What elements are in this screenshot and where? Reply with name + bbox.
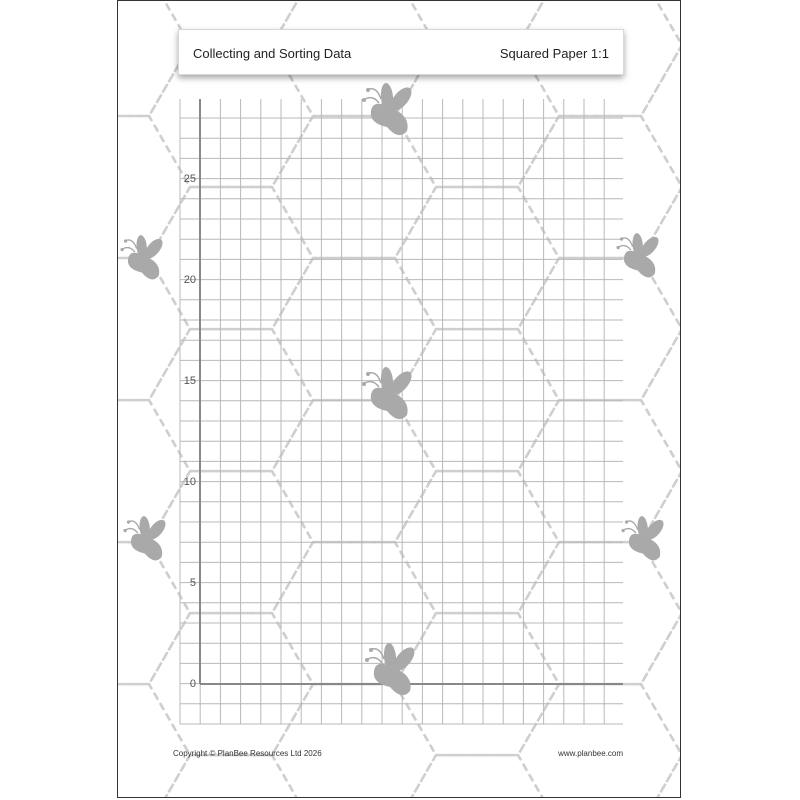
- bee-icon: [362, 367, 415, 420]
- y-tick-label: 25: [183, 173, 196, 185]
- worksheet-title: Collecting and Sorting Data: [193, 46, 352, 61]
- y-tick-label: 15: [183, 375, 196, 387]
- bee-icon: [123, 516, 168, 561]
- worksheet-page: [117, 0, 681, 798]
- bee-icon: [621, 516, 666, 561]
- y-tick-label: 0: [189, 678, 196, 690]
- footer-copyright: Copyright © PlanBee Resources Ltd 2026: [173, 749, 322, 758]
- y-tick-label: 10: [183, 476, 196, 488]
- bee-decorations: [118, 1, 681, 798]
- y-tick-label: 20: [183, 274, 196, 286]
- y-tick-label: 5: [189, 577, 196, 589]
- bee-icon: [120, 235, 165, 280]
- bee-icon: [616, 233, 661, 278]
- worksheet-subtitle: Squared Paper 1:1: [499, 46, 609, 61]
- bee-icon: [365, 643, 418, 696]
- footer-url: www.planbee.com: [558, 749, 623, 758]
- title-banner: [178, 29, 624, 75]
- bee-icon: [362, 83, 415, 136]
